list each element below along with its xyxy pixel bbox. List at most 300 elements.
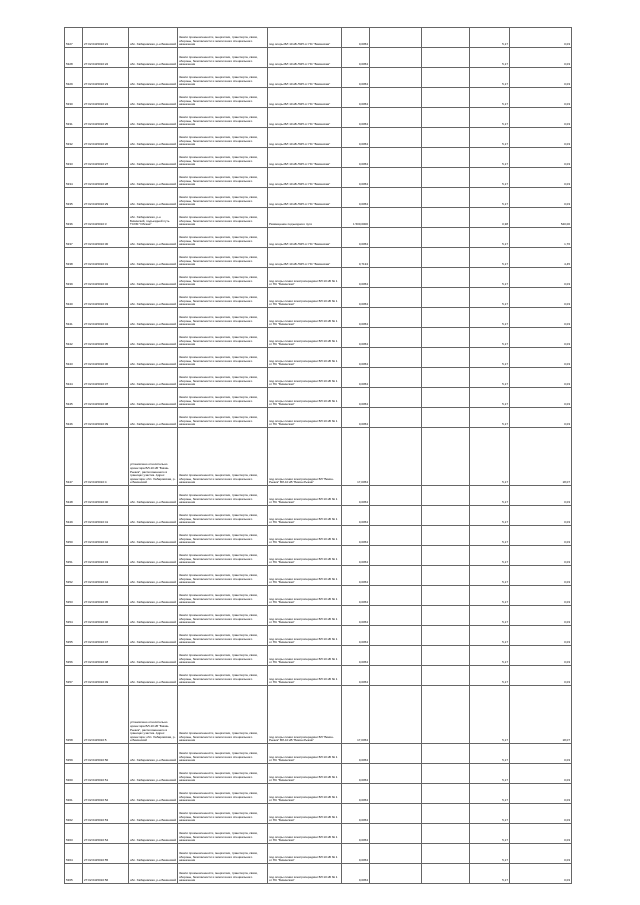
empty-cell: [370, 824, 422, 844]
row-number-cell: 5336: [65, 208, 83, 228]
land-category-cell: Земли промышленности, энергетики, транспорта, связи, обороны, безопасности и земли иного специального назначения: [178, 546, 268, 566]
area-cell: 17,0054: [342, 686, 370, 744]
permitted-use-cell: под опоры линии электропередачи ВЛ 10 кВ № 1 от ПС "Бикинская": [268, 288, 342, 308]
area-cell: 0,0054: [342, 288, 370, 308]
land-category-cell: Земли промышленности, энергетики, транспорта, связи, обороны, безопасности и земли иного специального назначения: [178, 68, 268, 88]
table-row: [65, 388, 572, 408]
location-cell: обл. Хабаровская, р-н Бикинский: [129, 408, 178, 428]
location-cell: обл. Хабаровская, р-н Бикинский: [129, 168, 178, 188]
location-cell: установлено относительно ориентира ВЛ-10 кВ "Бикин-Рыжик", расположенного в границах участка. Адрес ориентира: обл. Хабаровская, р-н Бикинский: [129, 686, 178, 744]
row-number-cell: 5347: [65, 428, 83, 486]
row-number-cell: 5360: [65, 764, 83, 784]
table-row: [65, 348, 572, 368]
row-number-cell: 5350: [65, 526, 83, 546]
table-row: [65, 308, 572, 328]
amount-cell: 0,03: [510, 506, 572, 526]
table-row: [65, 208, 572, 228]
location-cell: обл. Хабаровская, р-н Бикинский: [129, 68, 178, 88]
empty-cell: [370, 486, 422, 506]
cadastral-number-cell: 27:02:0415010:27: [83, 148, 129, 168]
rate-cell: 5,17: [470, 784, 510, 804]
amount-cell: 0,03: [510, 68, 572, 88]
table-row: [65, 188, 572, 208]
table-row: [65, 48, 572, 68]
row-number-cell: 5345: [65, 388, 83, 408]
empty-cell: [370, 308, 422, 328]
area-cell: 0,0054: [342, 506, 370, 526]
empty-cell: [370, 288, 422, 308]
empty-cell: [370, 68, 422, 88]
table-row: [65, 824, 572, 844]
land-category-cell: Земли промышленности, энергетики, транспорта, связи, обороны, безопасности и земли иного специального назначения: [178, 626, 268, 646]
rate-cell: 5,17: [470, 566, 510, 586]
rate-cell: 5,17: [470, 586, 510, 606]
amount-cell: 0,03: [510, 108, 572, 128]
empty-cell: [370, 546, 422, 566]
rate-cell: 5,17: [470, 88, 510, 108]
row-number-cell: 5353: [65, 586, 83, 606]
location-cell: обл. Хабаровская, р-н Бикинский: [129, 368, 178, 388]
rate-cell: 5,17: [470, 546, 510, 566]
amount-cell: 0,03: [510, 368, 572, 388]
empty-cell: [422, 744, 470, 764]
amount-cell: 0,03: [510, 804, 572, 824]
land-category-cell: Земли промышленности, энергетики, транспорта, связи, обороны, безопасности и земли иного специального назначения: [178, 864, 268, 884]
row-number-cell: 5362: [65, 804, 83, 824]
empty-cell: [370, 128, 422, 148]
amount-cell: 0,03: [510, 764, 572, 784]
amount-cell: 540,00: [510, 208, 572, 228]
land-category-cell: Земли промышленности, энергетики, транспорта, связи, обороны, безопасности и земли иного специального назначения: [178, 824, 268, 844]
amount-cell: 0,03: [510, 784, 572, 804]
empty-cell: [370, 804, 422, 824]
row-number-cell: 5349: [65, 506, 83, 526]
location-cell: обл. Хабаровская, р-н Бикинский: [129, 666, 178, 686]
amount-cell: 0,03: [510, 348, 572, 368]
amount-cell: 0,03: [510, 168, 572, 188]
land-category-cell: Земли промышленности, энергетики, транспорта, связи, обороны, безопасности и земли иного специального назначения: [178, 108, 268, 128]
land-plots-table: [64, 27, 572, 884]
amount-cell: 0,03: [510, 526, 572, 546]
land-category-cell: Земли промышленности, энергетики, транспорта, связи, обороны, безопасности и земли иного специального назначения: [178, 48, 268, 68]
cadastral-number-cell: 27:02:0415010:39: [83, 408, 129, 428]
permitted-use-cell: под опоры ВЛ 10 кВ ЛЭП от ПС "Бикинская": [268, 88, 342, 108]
empty-cell: [422, 288, 470, 308]
area-cell: 0,0054: [342, 764, 370, 784]
amount-cell: 0,03: [510, 744, 572, 764]
permitted-use-cell: Размещение подъездного пути: [268, 208, 342, 228]
table-row: [65, 368, 572, 388]
area-cell: 0,0054: [342, 188, 370, 208]
land-category-cell: Земли промышленности, энергетики, транспорта, связи, обороны, безопасности и земли иного специального назначения: [178, 208, 268, 228]
cadastral-number-cell: 27:02:0415010:26: [83, 128, 129, 148]
empty-cell: [370, 764, 422, 784]
permitted-use-cell: под опоры линии электропередачи ВЛ 10 кВ № 1 от ПС "Бикинская": [268, 824, 342, 844]
location-cell: обл. Хабаровская, р-н Бикинский: [129, 586, 178, 606]
location-cell: обл. Хабаровская, р-н Бикинский: [129, 268, 178, 288]
permitted-use-cell: под опоры линии электропередачи ВЛ 10 кВ № 1 от ПС "Бикинская": [268, 308, 342, 328]
area-cell: 0,0054: [342, 128, 370, 148]
row-number-cell: 5333: [65, 148, 83, 168]
land-category-cell: Земли промышленности, энергетики, транспорта, связи, обороны, безопасности и земли иного специального назначения: [178, 308, 268, 328]
location-cell: обл. Хабаровская, р-н Бикинский: [129, 646, 178, 666]
land-category-cell: Земли промышленности, энергетики, транспорта, связи, обороны, безопасности и земли иного специального назначения: [178, 168, 268, 188]
permitted-use-cell: под опоры ВЛ 10 кВ ЛЭП от ПС "Бикинская": [268, 68, 342, 88]
row-number-cell: 5352: [65, 566, 83, 586]
amount-cell: 0,03: [510, 626, 572, 646]
empty-cell: [422, 824, 470, 844]
area-cell: 0,0054: [342, 328, 370, 348]
table-row: [65, 328, 572, 348]
empty-cell: [370, 784, 422, 804]
empty-cell: [422, 506, 470, 526]
empty-cell: [370, 408, 422, 428]
empty-cell: [422, 148, 470, 168]
table-row: [65, 566, 572, 586]
land-category-cell: Земли промышленности, энергетики, транспорта, связи, обороны, безопасности и земли иного специального назначения: [178, 804, 268, 824]
rate-cell: 5,17: [470, 228, 510, 248]
cadastral-number-cell: 27:02:0415010:53: [83, 804, 129, 824]
row-number-cell: 5343: [65, 348, 83, 368]
amount-cell: 0,03: [510, 666, 572, 686]
area-cell: 0,0054: [342, 824, 370, 844]
row-number-cell: 5357: [65, 666, 83, 686]
cadastral-number-cell: 27:02:0415010:33: [83, 288, 129, 308]
cadastral-number-cell: 27:02:0415010:4: [83, 428, 129, 486]
land-category-cell: Земли промышленности, энергетики, транспорта, связи, обороны, безопасности и земли иного специального назначения: [178, 646, 268, 666]
amount-cell: 0,03: [510, 288, 572, 308]
cadastral-number-cell: 27:02:0415010:52: [83, 784, 129, 804]
rate-cell: 5,17: [470, 486, 510, 506]
empty-cell: [370, 506, 422, 526]
table-row: [65, 686, 572, 744]
amount-cell: 0,03: [510, 864, 572, 884]
location-cell: обл. Хабаровская, р-н Бикинский: [129, 328, 178, 348]
cadastral-number-cell: 27:02:0415010:38: [83, 388, 129, 408]
empty-cell: [370, 844, 422, 864]
empty-cell: [422, 408, 470, 428]
amount-cell: 0,03: [510, 128, 572, 148]
row-number-cell: 5365: [65, 864, 83, 884]
rate-cell: 5,17: [470, 148, 510, 168]
location-cell: обл. Хабаровская, р-н Бикинский: [129, 784, 178, 804]
location-cell: обл. Хабаровская, р-н Бикинский: [129, 128, 178, 148]
area-cell: 0,0054: [342, 626, 370, 646]
location-cell: обл. Хабаровская, р-н Бикинский: [129, 308, 178, 328]
empty-cell: [422, 228, 470, 248]
empty-cell: [422, 128, 470, 148]
row-number-cell: 5344: [65, 368, 83, 388]
empty-cell: [422, 368, 470, 388]
location-cell: обл. Хабаровская, р-н Бикинский: [129, 248, 178, 268]
permitted-use-cell: под опоры линии электропередачи ВЛ 10 кВ № 1 от ПС "Бикинская": [268, 328, 342, 348]
empty-cell: [422, 208, 470, 228]
cadastral-number-cell: 27:02:0415010:3: [83, 208, 129, 228]
area-cell: 0,0054: [342, 348, 370, 368]
table-row: [65, 68, 572, 88]
location-cell: обл. Хабаровская, р-н Бикинский: [129, 348, 178, 368]
area-cell: 0,0054: [342, 108, 370, 128]
location-cell: обл. Хабаровская, р-н Бикинский: [129, 744, 178, 764]
cadastral-number-cell: 27:02:0415010:24: [83, 88, 129, 108]
empty-cell: [422, 248, 470, 268]
table-row: [65, 28, 572, 48]
area-cell: 0,0054: [342, 586, 370, 606]
cadastral-number-cell: 27:02:0415010:25: [83, 108, 129, 128]
cadastral-number-cell: 27:02:0415010:30: [83, 228, 129, 248]
row-number-cell: 5339: [65, 268, 83, 288]
rate-cell: 5,17: [470, 288, 510, 308]
location-cell: обл. Хабаровская, р-н Бикинский: [129, 228, 178, 248]
empty-cell: [370, 626, 422, 646]
location-cell: обл. Хабаровская, р-н Бикинский: [129, 506, 178, 526]
empty-cell: [422, 566, 470, 586]
empty-cell: [370, 864, 422, 884]
rate-cell: 5,17: [470, 844, 510, 864]
amount-cell: 0,03: [510, 88, 572, 108]
empty-cell: [422, 348, 470, 368]
empty-cell: [422, 308, 470, 328]
permitted-use-cell: под опоры линии электропередачи ВЛ 10 кВ № 1 от ПС "Бикинская": [268, 626, 342, 646]
row-number-cell: 5364: [65, 844, 83, 864]
permitted-use-cell: под опоры ВЛ 10 кВ ЛЭП от ПС "Бикинская": [268, 128, 342, 148]
area-cell: 0,0054: [342, 744, 370, 764]
permitted-use-cell: под опоры линии электропередачи ВЛ 10 кВ № 1 от ПС "Бикинская": [268, 586, 342, 606]
table-body: [65, 28, 572, 884]
location-cell: обл. Хабаровская, р-н Бикинский: [129, 108, 178, 128]
table-row: [65, 586, 572, 606]
cadastral-number-cell: 27:02:0415010:23: [83, 68, 129, 88]
row-number-cell: 5327: [65, 28, 83, 48]
amount-cell: 0,03: [510, 268, 572, 288]
empty-cell: [370, 388, 422, 408]
empty-cell: [370, 268, 422, 288]
empty-cell: [422, 28, 470, 48]
empty-cell: [422, 546, 470, 566]
table-row: [65, 128, 572, 148]
permitted-use-cell: под опоры линии электропередачи ВЛ 10 кВ № 1 от ПС "Бикинская": [268, 666, 342, 686]
permitted-use-cell: под опоры ВЛ 10 кВ ЛЭП от ПС "Бикинская": [268, 48, 342, 68]
cadastral-number-cell: 27:02:0415010:49: [83, 666, 129, 686]
row-number-cell: 5341: [65, 308, 83, 328]
empty-cell: [370, 348, 422, 368]
rate-cell: 5,17: [470, 804, 510, 824]
permitted-use-cell: под опоры линии электропередачи ВЛ 10 кВ № 1 от ПС "Бикинская": [268, 804, 342, 824]
land-category-cell: Земли промышленности, энергетики, транспорта, связи, обороны, безопасности и земли иного специального назначения: [178, 248, 268, 268]
location-cell: обл. Хабаровская, р-н Бикинский, подъездной путь ТСХМ "Обская": [129, 208, 178, 228]
location-cell: обл. Хабаровская, р-н Бикинский: [129, 288, 178, 308]
location-cell: обл. Хабаровская, р-н Бикинский: [129, 844, 178, 864]
empty-cell: [422, 188, 470, 208]
table-row: [65, 486, 572, 506]
row-number-cell: 5328: [65, 48, 83, 68]
amount-cell: 0,03: [510, 486, 572, 506]
empty-cell: [422, 526, 470, 546]
location-cell: обл. Хабаровская, р-н Бикинский: [129, 48, 178, 68]
table-row: [65, 626, 572, 646]
empty-cell: [422, 626, 470, 646]
table-row: [65, 88, 572, 108]
empty-cell: [422, 606, 470, 626]
permitted-use-cell: под опоры линии электропередачи ВЛ 10 кВ № 1 от ПС "Бикинская": [268, 368, 342, 388]
row-number-cell: 5331: [65, 108, 83, 128]
row-number-cell: 5342: [65, 328, 83, 348]
land-category-cell: Земли промышленности, энергетики, транспорта, связи, обороны, безопасности и земли иного специального назначения: [178, 686, 268, 744]
table-row: [65, 546, 572, 566]
row-number-cell: 5334: [65, 168, 83, 188]
area-cell: 0,0054: [342, 526, 370, 546]
area-cell: 0,0054: [342, 268, 370, 288]
cadastral-number-cell: 27:02:0415010:28: [83, 168, 129, 188]
land-plots-sheet: [64, 27, 571, 883]
empty-cell: [370, 148, 422, 168]
empty-cell: [422, 764, 470, 784]
rate-cell: 5,17: [470, 428, 510, 486]
table-row: [65, 148, 572, 168]
cadastral-number-cell: 27:02:0415010:5: [83, 686, 129, 744]
table-row: [65, 228, 572, 248]
area-cell: 0,0054: [342, 804, 370, 824]
table-row: [65, 288, 572, 308]
table-row: [65, 646, 572, 666]
table-row: [65, 666, 572, 686]
permitted-use-cell: под опоры линии электропередачи ВЛ 10 кВ № 1 от ПС "Бикинская": [268, 844, 342, 864]
empty-cell: [422, 388, 470, 408]
table-row: [65, 506, 572, 526]
rate-cell: 5,17: [470, 48, 510, 68]
area-cell: 0,0054: [342, 168, 370, 188]
row-number-cell: 5340: [65, 288, 83, 308]
table-row: [65, 606, 572, 626]
area-cell: 0,0054: [342, 546, 370, 566]
empty-cell: [422, 666, 470, 686]
cadastral-number-cell: 27:02:0415010:41: [83, 506, 129, 526]
empty-cell: [422, 428, 470, 486]
empty-cell: [422, 646, 470, 666]
cadastral-number-cell: 27:02:0415010:56: [83, 864, 129, 884]
permitted-use-cell: под опоры линии электропередачи ВЛ 10 кВ № 1 от ПС "Бикинская": [268, 348, 342, 368]
table-row: [65, 784, 572, 804]
cadastral-number-cell: 27:02:0415010:46: [83, 606, 129, 626]
cadastral-number-cell: 27:02:0415010:43: [83, 546, 129, 566]
location-cell: обл. Хабаровская, р-н Бикинский: [129, 764, 178, 784]
empty-cell: [370, 428, 422, 486]
permitted-use-cell: под опоры линии электропередачи ВЛ 10 кВ № 1 от ПС "Бикинская": [268, 388, 342, 408]
empty-cell: [370, 188, 422, 208]
amount-cell: 4,45: [510, 248, 572, 268]
area-cell: 0,0054: [342, 844, 370, 864]
empty-cell: [422, 486, 470, 506]
land-category-cell: Земли промышленности, энергетики, транспорта, связи, обороны, безопасности и земли иного специального назначения: [178, 188, 268, 208]
amount-cell: 0,03: [510, 546, 572, 566]
land-category-cell: Земли промышленности, энергетики, транспорта, связи, обороны, безопасности и земли иного специального назначения: [178, 764, 268, 784]
permitted-use-cell: под опоры линии электропередачи ВЛ 10 кВ № 1 от ПС "Бикинская": [268, 506, 342, 526]
empty-cell: [422, 88, 470, 108]
rate-cell: 5,17: [470, 308, 510, 328]
permitted-use-cell: под опоры линии электропередачи ВЛ 10 кВ № 1 от ПС "Бикинская": [268, 268, 342, 288]
land-category-cell: Земли промышленности, энергетики, транспорта, связи, обороны, безопасности и земли иного специального назначения: [178, 268, 268, 288]
row-number-cell: 5356: [65, 646, 83, 666]
rate-cell: 5,17: [470, 28, 510, 48]
area-cell: 0,0054: [342, 368, 370, 388]
table-row: [65, 804, 572, 824]
empty-cell: [422, 804, 470, 824]
area-cell: 0,0054: [342, 666, 370, 686]
location-cell: обл. Хабаровская, р-н Бикинский: [129, 28, 178, 48]
rate-cell: 5,17: [470, 368, 510, 388]
cadastral-number-cell: 27:02:0415010:37: [83, 368, 129, 388]
permitted-use-cell: под опоры линии электропередачи ВЛ 10 кВ № 1 от ПС "Бикинская": [268, 864, 342, 884]
table-row: [65, 108, 572, 128]
rate-cell: 5,17: [470, 108, 510, 128]
permitted-use-cell: под опоры линии электропередачи ВЛ 10 кВ № 1 от ПС "Бикинская": [268, 606, 342, 626]
cadastral-number-cell: 27:02:0415010:35: [83, 328, 129, 348]
land-category-cell: Земли промышленности, энергетики, транспорта, связи, обороны, безопасности и земли иного специального назначения: [178, 566, 268, 586]
amount-cell: 1,76: [510, 228, 572, 248]
permitted-use-cell: под опоры ВЛ 10 кВ ЛЭП от ПС "Бикинская": [268, 148, 342, 168]
empty-cell: [370, 744, 422, 764]
empty-cell: [370, 208, 422, 228]
rate-cell: 5,17: [470, 408, 510, 428]
rate-cell: 5,17: [470, 348, 510, 368]
area-cell: 0,0054: [342, 388, 370, 408]
area-cell: 0,0054: [342, 566, 370, 586]
area-cell: 0,0054: [342, 784, 370, 804]
rate-cell: 5,17: [470, 626, 510, 646]
permitted-use-cell: под опоры ВЛ 10 кВ ЛЭП от ПС "Бикинская": [268, 28, 342, 48]
area-cell: 1 500,0000: [342, 208, 370, 228]
empty-cell: [370, 88, 422, 108]
land-category-cell: Земли промышленности, энергетики, транспорта, связи, обороны, безопасности и земли иного специального назначения: [178, 428, 268, 486]
rate-cell: 5,17: [470, 764, 510, 784]
location-cell: обл. Хабаровская, р-н Бикинский: [129, 546, 178, 566]
permitted-use-cell: под опоры линии электропередачи ВЛ 10 кВ № 1 от ПС "Бикинская": [268, 408, 342, 428]
amount-cell: 0,03: [510, 844, 572, 864]
rate-cell: 5,17: [470, 824, 510, 844]
table-row: [65, 248, 572, 268]
rate-cell: 5,17: [470, 744, 510, 764]
empty-cell: [370, 646, 422, 666]
rate-cell: 5,17: [470, 506, 510, 526]
rate-cell: 5,17: [470, 328, 510, 348]
rate-cell: 5,17: [470, 388, 510, 408]
permitted-use-cell: под опоры линии электропередачи ВЛ "Бикин-Рыжик" ВЛ-10 кВ "Бикин-Рыжик": [268, 428, 342, 486]
empty-cell: [370, 168, 422, 188]
table-row: [65, 428, 572, 486]
table-row: [65, 844, 572, 864]
cadastral-number-cell: 27:02:0415010:31: [83, 248, 129, 268]
location-cell: обл. Хабаровская, р-н Бикинский: [129, 88, 178, 108]
land-category-cell: Земли промышленности, энергетики, транспорта, связи, обороны, безопасности и земли иного специального назначения: [178, 784, 268, 804]
cadastral-number-cell: 27:02:0415010:50: [83, 744, 129, 764]
permitted-use-cell: под опоры ВЛ 10 кВ ЛЭП от ПС "Бикинская": [268, 188, 342, 208]
rate-cell: 5,17: [470, 68, 510, 88]
land-category-cell: Земли промышленности, энергетики, транспорта, связи, обороны, безопасности и земли иного специального назначения: [178, 228, 268, 248]
table-row: [65, 268, 572, 288]
row-number-cell: 5329: [65, 68, 83, 88]
location-cell: обл. Хабаровская, р-н Бикинский: [129, 864, 178, 884]
location-cell: обл. Хабаровская, р-н Бикинский: [129, 626, 178, 646]
amount-cell: 0,03: [510, 646, 572, 666]
empty-cell: [370, 108, 422, 128]
cadastral-number-cell: 27:02:0415010:40: [83, 486, 129, 506]
land-category-cell: Земли промышленности, энергетики, транспорта, связи, обороны, безопасности и земли иного специального назначения: [178, 844, 268, 864]
amount-cell: 0,03: [510, 388, 572, 408]
row-number-cell: 5346: [65, 408, 83, 428]
empty-cell: [370, 28, 422, 48]
table-row: [65, 408, 572, 428]
location-cell: обл. Хабаровская, р-н Бикинский: [129, 804, 178, 824]
